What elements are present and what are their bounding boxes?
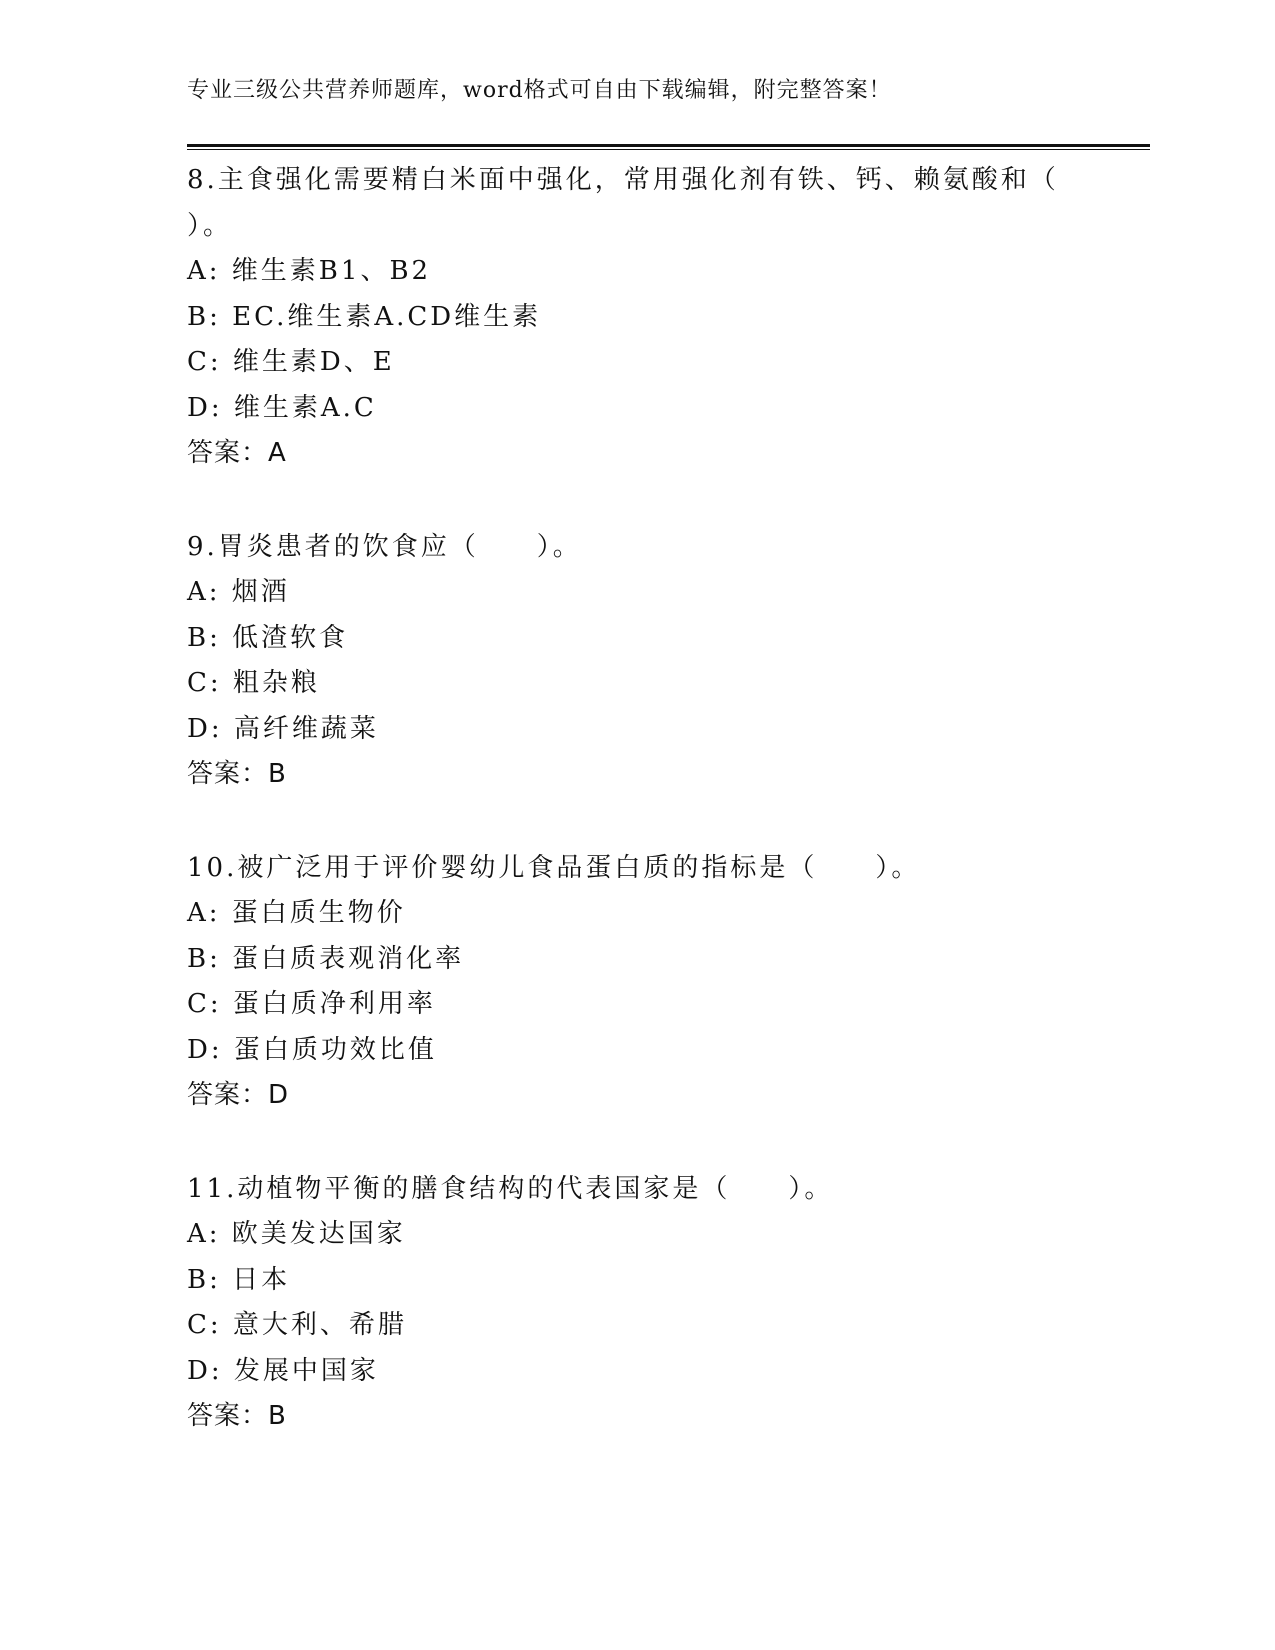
question-list (187, 158, 1150, 1440)
question-11 (187, 1167, 1150, 1440)
question-stem: 11.动植物平衡的膳食结构的代表国家是（ ）。 (187, 1173, 834, 1204)
option-d: D: 维生素A.C (187, 392, 377, 423)
option-c: C: 意大利、希腊 (187, 1310, 407, 1340)
answer-line: 答案：D (187, 1080, 290, 1110)
answer-line: 答案：B (187, 1401, 287, 1431)
answer-line: 答案：A (187, 438, 287, 468)
option-b: B: 日本 (187, 1264, 291, 1295)
answer-line: 答案：B (187, 759, 287, 789)
header-rule-thin (187, 149, 1150, 150)
option-b: B: 低渣软食 (187, 622, 349, 653)
option-c: C: 蛋白质净利用率 (187, 989, 436, 1019)
option-d: D: 高纤维蔬菜 (187, 713, 379, 744)
question-8 (187, 158, 1150, 477)
option-b: B: 蛋白质表观消化率 (187, 943, 465, 974)
header-rule-thick (187, 144, 1150, 147)
option-a: A: 欧美发达国家 (187, 1219, 406, 1249)
option-a: A: 烟酒 (187, 577, 290, 607)
option-b: B: EC.维生素A.CD维生素 (187, 301, 542, 332)
question-9 (187, 525, 1150, 798)
option-c: C: 维生素D、E (187, 347, 395, 377)
option-d: D: 发展中国家 (187, 1355, 379, 1386)
page-header: 专业三级公共营养师题库，word格式可自由下载编辑，附完整答案！ (187, 78, 892, 103)
option-c: C: 粗杂粮 (187, 668, 320, 698)
question-10 (187, 846, 1150, 1119)
question-stem: 9.胃炎患者的饮食应（ ）。 (187, 531, 582, 562)
question-stem: 10.被广泛用于评价婴幼儿食品蛋白质的指标是（ ）。 (187, 852, 921, 883)
option-a: A: 蛋白质生物价 (187, 898, 406, 928)
option-a: A: 维生素B1、B2 (187, 256, 432, 286)
option-d: D: 蛋白质功效比值 (187, 1034, 437, 1065)
question-stem: 8.主食强化需要精白米面中强化，常用强化剂有铁、钙、赖氨酸和（ ）。 (187, 165, 1059, 241)
